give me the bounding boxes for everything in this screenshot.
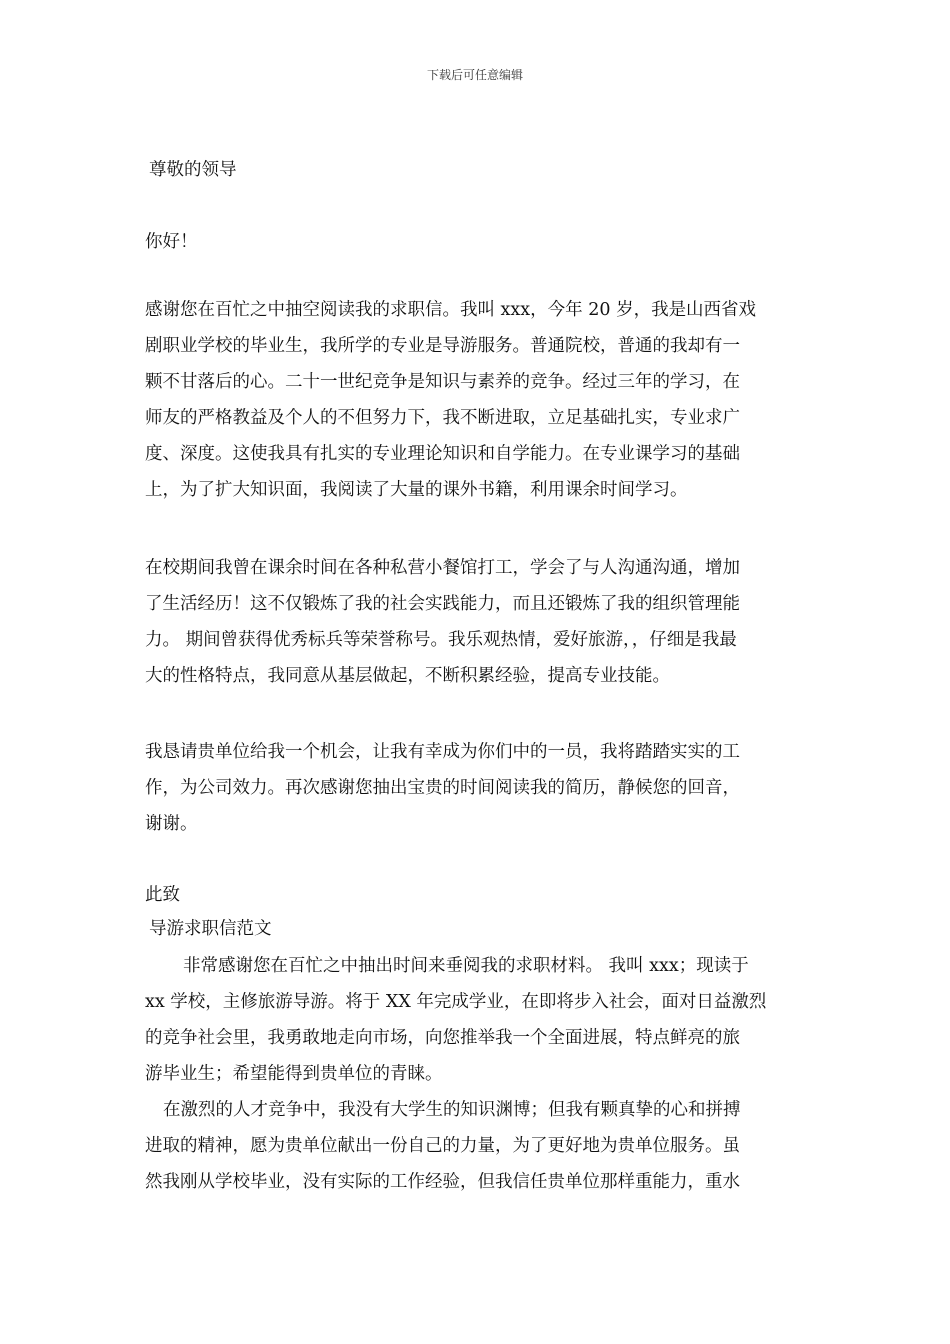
paragraph-line: 大的性格特点，我同意从基层做起，不断积累经验，提高专业技能。 bbox=[145, 666, 670, 686]
paragraph-line: xx 学校，主修旅游导游。将于 XX 年完成学业，在即将步入社会，面对日益激烈 bbox=[145, 992, 767, 1012]
paragraph-line: 师友的严格教益及个人的不但努力下，我不断进取，立足基础扎实，专业求广 bbox=[145, 408, 740, 428]
paragraph-line: 在校期间我曾在课余时间在各种私营小餐馆打工，学会了与人沟通沟通，增加 bbox=[145, 558, 740, 578]
paragraph-line: 进取的精神，愿为贵单位献出一份自己的力量，为了更好地为贵单位服务。虽 bbox=[145, 1136, 740, 1156]
paragraph-line: 作，为公司效力。再次感谢您抽出宝贵的时间阅读我的简历，静候您的回音， bbox=[145, 778, 740, 798]
salutation: 尊敬的领导 bbox=[149, 160, 237, 180]
paragraph-line: 颗不甘落后的心。二十一世纪竞争是知识与素养的竞争。经过三年的学习，在 bbox=[145, 372, 740, 392]
greeting: 你好！ bbox=[145, 232, 198, 252]
paragraph-line: 了生活经历！这不仅锻炼了我的社会实践能力，而且还锻炼了我的组织管理能 bbox=[145, 594, 740, 614]
paragraph-line: 度、深度。这使我具有扎实的专业理论知识和自学能力。在专业课学习的基础 bbox=[145, 444, 740, 464]
paragraph-line: 在激烈的人才竞争中，我没有大学生的知识渊博；但我有颗真挚的心和拼搏 bbox=[163, 1100, 741, 1120]
paragraph-line: 力。 期间曾获得优秀标兵等荣誉称号。我乐观热情，爱好旅游，，仔细是我最 bbox=[145, 630, 737, 650]
paragraph-line: 游毕业生；希望能得到贵单位的青睐。 bbox=[145, 1064, 443, 1084]
header-note: 下载后可任意编辑 bbox=[426, 68, 523, 82]
paragraph-line: 的竞争社会里，我勇敢地走向市场，向您推举我一个全面进展，特点鲜亮的旅 bbox=[145, 1028, 740, 1048]
paragraph-line: 我恳请贵单位给我一个机会，让我有幸成为你们中的一员，我将踏踏实实的工 bbox=[145, 742, 740, 762]
paragraph-line: 谢谢。 bbox=[145, 814, 198, 834]
paragraph-line: 感谢您在百忙之中抽空阅读我的求职信。我叫 xxx，今年 20 岁，我是山西省戏 bbox=[145, 300, 757, 320]
paragraph-line: 然我刚从学校毕业，没有实际的工作经验，但我信任贵单位那样重能力，重水 bbox=[145, 1172, 740, 1192]
section-title: 导游求职信范文 bbox=[149, 919, 272, 939]
paragraph-line: 剧职业学校的毕业生，我所学的专业是导游服务。普通院校，普通的我却有一 bbox=[145, 336, 740, 356]
closing: 此致 bbox=[145, 885, 180, 905]
paragraph-line: 上，为了扩大知识面，我阅读了大量的课外书籍，利用课余时间学习。 bbox=[145, 480, 688, 500]
paragraph-line: 非常感谢您在百忙之中抽出时间来垂阅我的求职材料。 我叫 xxx；现读于 bbox=[183, 956, 749, 976]
